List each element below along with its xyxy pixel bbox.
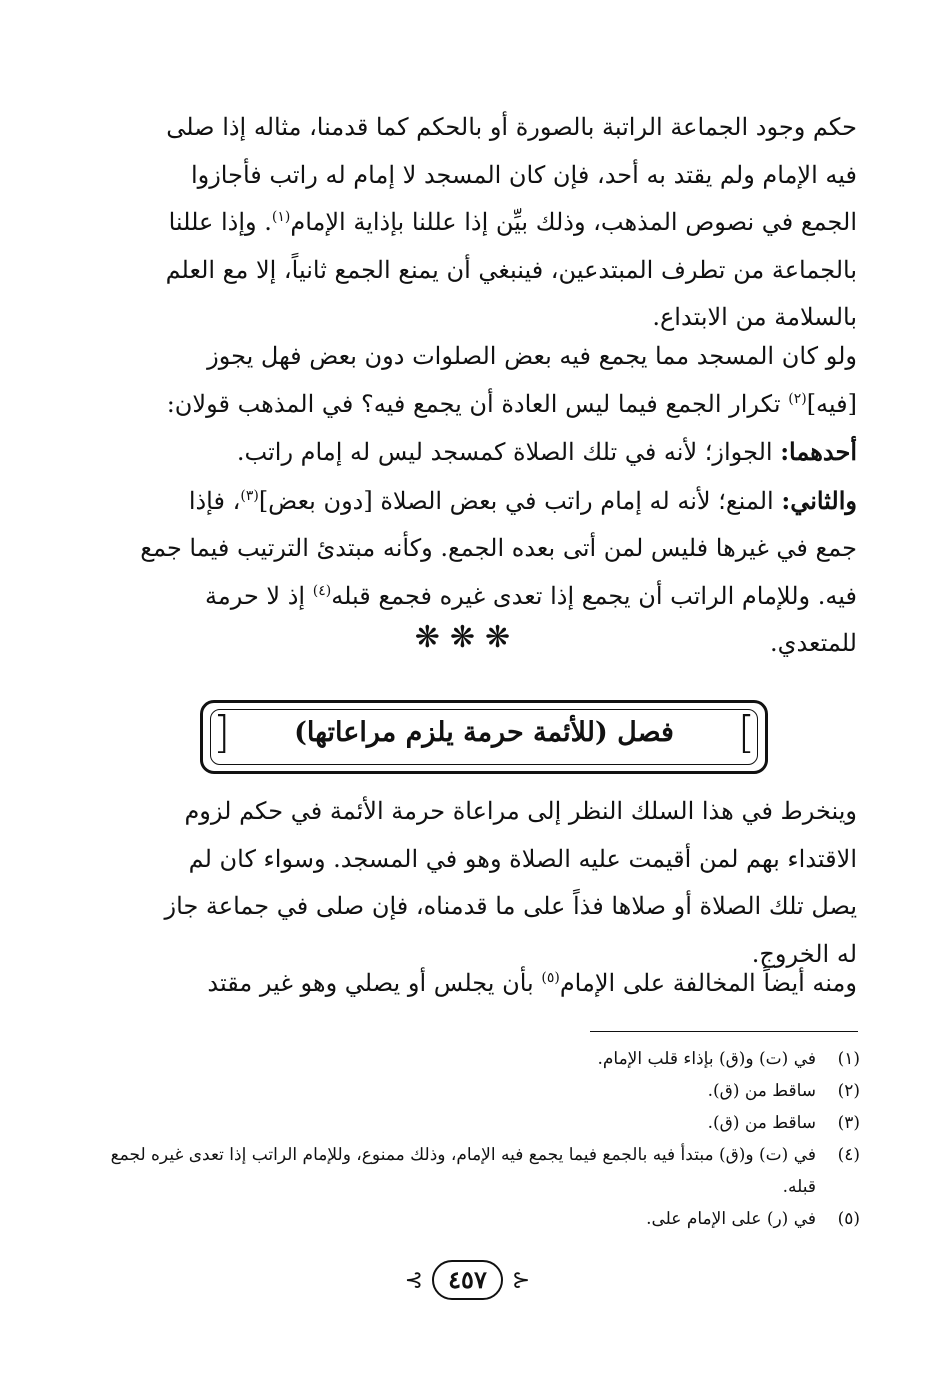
section-heading: فصل (للأئمة حرمة يلزم مراعاتها) <box>294 717 674 748</box>
footnote <box>108 1043 860 1075</box>
footnote-divider <box>590 1031 858 1032</box>
footnote-text: في (ت) و(ق) مبتدأ فيه بالجمع فيما يجمع فيه الإمام، وذلك ممنوع، وللإمام الراتب إذا تعدى غيره لجمع قبله. <box>110 1145 816 1197</box>
footnote-number: (٢) <box>837 1081 860 1101</box>
paragraph-2-line: جمع في غيرها فليس لمن أتى بعده الجمع. وكأنه مبتدئ الترتيب فيما جمع <box>140 534 857 562</box>
section-heading-frame <box>200 700 768 774</box>
paragraph-1-line: بالجماعة من تطرف المبتدعين، فينبغي أن يمنع الجمع ثانياً، إلا مع العلم <box>165 255 857 284</box>
footnote-ref[interactable]: (٢) <box>788 390 807 407</box>
paragraph-1-line: بالسلامة من الابتداع. <box>652 303 857 331</box>
footnote-text: في (ت) و(ق) بإذاء قلب الإمام. <box>597 1049 816 1069</box>
paragraph-1 <box>112 104 857 342</box>
paragraph-2 <box>112 333 857 668</box>
paragraph-2-line: للمتعدي. <box>770 629 857 657</box>
opinion-label: أحدهما: <box>780 437 857 466</box>
footnote-number: (٥) <box>837 1209 860 1229</box>
footnote <box>108 1203 860 1235</box>
text-segment: ، فإذا <box>188 486 241 515</box>
text-segment: فيه. وللإمام الراتب أن يجمع إذا تعدى غيره فجمع قبله <box>331 581 857 610</box>
paragraph-3-line: له الخروج. <box>751 939 857 968</box>
paragraph-2-line <box>112 381 857 429</box>
footnote-number: (٣) <box>837 1113 860 1133</box>
footnote-text: في (ر) على الإمام على. <box>646 1209 816 1229</box>
footnote <box>108 1075 860 1107</box>
text-segment: تكرار الجمع فيما ليس العادة أن يجمع فيه؟ في المذهب قولان: <box>166 389 789 418</box>
paragraph-4 <box>112 960 857 1008</box>
section-separator: ❋❋❋ <box>414 620 521 655</box>
text-segment: إذ لا حرمة <box>205 581 313 610</box>
paragraph-1-line: فيه الإمام ولم يقتد به أحد، فإن كان المسجد لا إمام له راتب فأجازوا <box>190 160 857 189</box>
heading-bracket-right: ] <box>737 707 755 758</box>
footnote-ref[interactable]: (٥) <box>541 970 560 986</box>
text-segment: بأن يجلس أو يصلي وهو غير مقتد <box>207 969 542 997</box>
text-segment: الجمع في نصوص المذهب، وذلك بيِّن إذا عللنا بإذاية الإمام <box>290 208 857 236</box>
paragraph-3-line: الاقتداء بهم لمن أقيمت عليه الصلاة وهو في المسجد. وسواء كان لم <box>188 844 857 873</box>
footnote-text: ساقط من (ق). <box>707 1081 816 1101</box>
paragraph-1-line: حكم وجود الجماعة الراتبة بالصورة أو بالحكم كما قدمنا، مثاله إذا صلى <box>166 113 857 141</box>
text-segment: [فيه] <box>806 389 857 418</box>
paragraph-2-line: ولو كان المسجد مما يجمع فيه بعض الصلوات دون بعض فهل يجوز <box>207 342 857 370</box>
footnotes <box>108 1043 860 1235</box>
page-number: ٤٥٧ <box>432 1260 503 1300</box>
paragraph-4-line <box>112 960 857 1008</box>
footnote-ref[interactable]: (١) <box>271 209 291 225</box>
footnote <box>108 1139 860 1203</box>
paragraph-2-line <box>112 573 857 621</box>
text-segment: ومنه أيضاً المخالفة على الإمام <box>559 969 857 997</box>
footnote-number: (١) <box>837 1049 860 1069</box>
text-segment: الجواز؛ لأنه في تلك الصلاة كمسجد ليس له إمام راتب. <box>236 438 781 466</box>
opinion-label: والثاني: <box>781 485 857 515</box>
ornament-left-icon: ⊰ <box>404 1267 424 1293</box>
paragraph-3-line: يصل تلك الصلاة أو صلاها فذاً على ما قدمناه، فإن صلى في جماعة جاز <box>164 892 857 920</box>
text-segment: المنع؛ لأنه له إمام راتب في بعض الصلاة [دون بعض] <box>258 486 782 515</box>
paragraph-2-line <box>112 428 857 477</box>
paragraph-1-line <box>112 199 857 247</box>
paragraph-3-line: وينخرط في هذا السلك النظر إلى مراعاة حرمة الأئمة في حكم لزوم <box>184 797 857 825</box>
footnote-ref[interactable]: (٣) <box>240 487 259 504</box>
paragraph-2-line <box>112 477 857 526</box>
heading-bracket-left: [ <box>213 707 231 758</box>
footnote <box>108 1107 860 1139</box>
footnote-text: ساقط من (ق). <box>707 1113 816 1133</box>
page-number-area <box>0 1260 935 1300</box>
footnote-ref[interactable]: (٤) <box>312 582 332 599</box>
text-segment: . وإذا عللنا <box>168 208 272 236</box>
ornament-right-icon: ⊱ <box>511 1267 531 1293</box>
paragraph-3 <box>112 788 857 978</box>
footnote-number: (٤) <box>837 1145 860 1165</box>
